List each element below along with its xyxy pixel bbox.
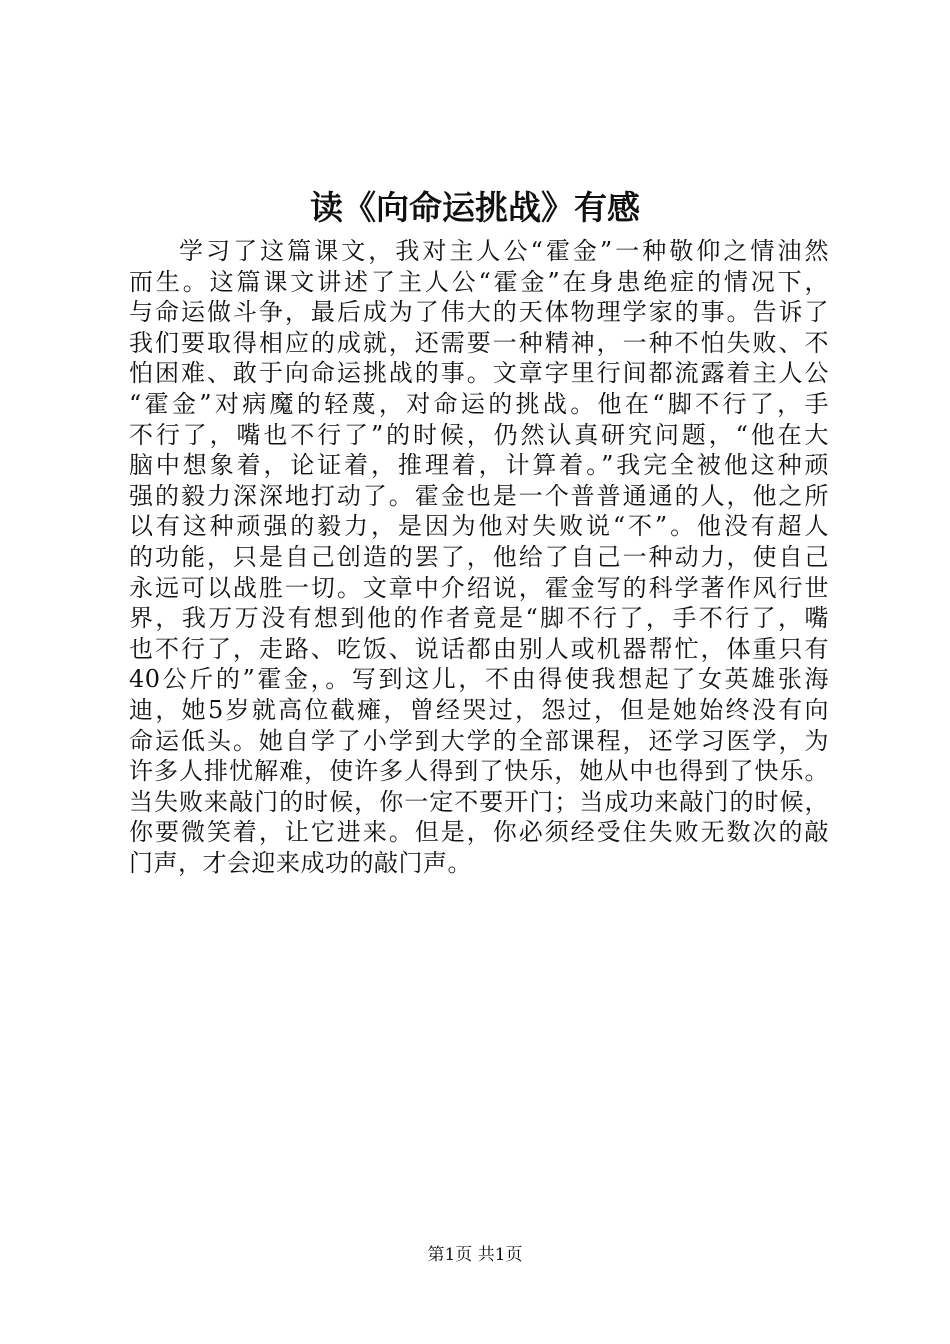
paragraph-line: 学习了这篇课文，我对主人公“霍金”一种敬仰之情油然 xyxy=(179,237,829,265)
paragraph-line: 命运低头。她自学了小学到大学的全部课程，还学习医学，为 xyxy=(129,726,829,755)
paragraph-line: 脑中想象着，论证着，推理着，计算着。”我完全被他这种顽 xyxy=(129,451,829,480)
paragraph-line: 40公斤的”霍金，。写到这儿，不由得使我想起了女英雄张海 xyxy=(129,665,829,694)
paragraph-line: 也不行了，走路、吃饭、说话都由别人或机器帮忙，体重只有 xyxy=(129,634,829,663)
paragraph-line: 你要微笑着，让它进来。但是，你必须经受住失败无数次的敲 xyxy=(129,818,829,847)
paragraph-line: 许多人排忧解难，使许多人得到了快乐，她从中也得到了快乐。 xyxy=(129,757,829,786)
paragraph-line: 不行了，嘴也不行了”的时候，仍然认真研究问题，“他在大 xyxy=(129,420,829,449)
page-title: 读《向命运挑战》有感 xyxy=(310,188,640,227)
paragraph-line: 我们要取得相应的成就，还需要一种精神，一种不怕失败、不 xyxy=(129,328,829,357)
paragraph-line: 迪，她5岁就高位截瘫，曾经哭过，怨过，但是她始终没有向 xyxy=(129,695,829,724)
body-paragraph xyxy=(129,236,829,878)
paragraph-line: 永远可以战胜一切。文章中介绍说，霍金写的科学著作风行世 xyxy=(129,573,829,602)
paragraph-line: 怕困难、敢于向命运挑战的事。文章字里行间都流露着主人公 xyxy=(129,359,829,388)
paragraph-line: 以有这种顽强的毅力，是因为他对失败说“不”。他没有超人 xyxy=(129,512,829,541)
paragraph-line: 当失败来敲门的时候，你一定不要开门；当成功来敲门的时候， xyxy=(129,787,829,816)
paragraph-line: 与命运做斗争，最后成为了伟大的天体物理学家的事。告诉了 xyxy=(129,298,829,327)
paragraph-line: 门声，才会迎来成功的敲门声。 xyxy=(129,848,472,877)
paragraph-line: 的功能，只是自己创造的罢了，他给了自己一种动力，使自己 xyxy=(129,542,829,571)
paragraph-line: “霍金”对病魔的轻蔑，对命运的挑战。他在“脚不行了，手 xyxy=(129,389,829,418)
paragraph-line: 而生。这篇课文讲述了主人公“霍金”在身患绝症的情况下， xyxy=(129,267,829,296)
paragraph-line: 界，我万万没有想到他的作者竟是“脚不行了，手不行了，嘴 xyxy=(129,604,829,633)
page-number: 第1页 共1页 xyxy=(427,1245,523,1265)
paragraph-line: 强的毅力深深地打动了。霍金也是一个普普通通的人，他之所 xyxy=(129,481,829,510)
